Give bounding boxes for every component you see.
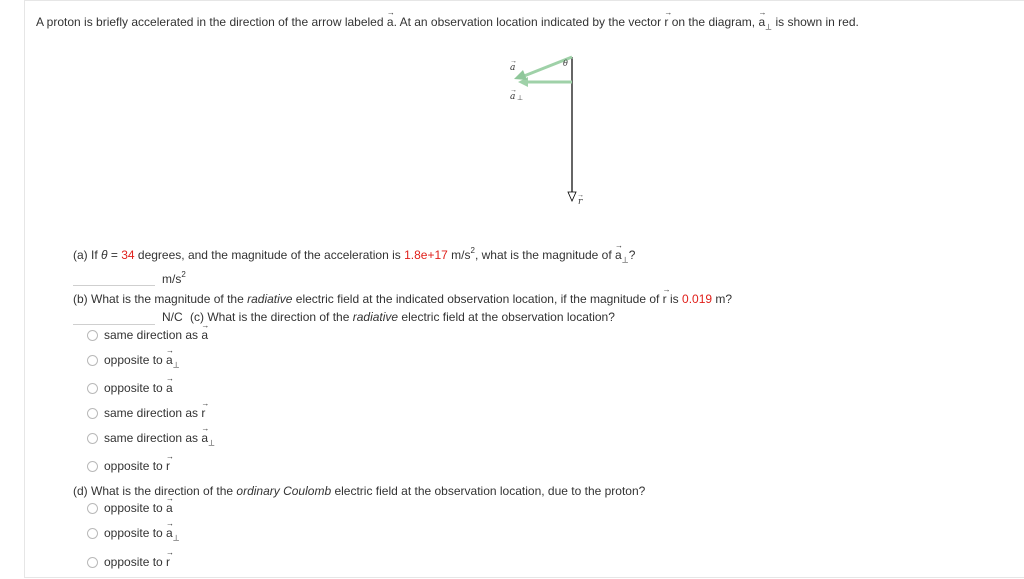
radio-button[interactable] (87, 408, 98, 419)
intro-text: A proton is briefly accelerated in the direction of the arrow labeled (36, 15, 387, 29)
label-r: r (578, 197, 583, 207)
radio-button[interactable] (87, 528, 98, 539)
part-b-answer-input[interactable] (73, 310, 155, 325)
radio-button[interactable] (87, 355, 98, 366)
acceleration-value: 1.8e+17 (404, 248, 448, 262)
label-theta: θ (563, 59, 568, 68)
part-a-answer-input[interactable] (73, 271, 155, 286)
radio-button[interactable] (87, 383, 98, 394)
vector-a-perp: → a (758, 15, 765, 29)
part-d-option-opposite-a[interactable]: opposite to → a (87, 500, 173, 516)
part-b-answer-unit: N/C (162, 310, 183, 324)
radio-button[interactable] (87, 461, 98, 472)
part-c-option-same-r[interactable]: same direction as → r (87, 405, 205, 421)
part-a-question: (a) If θ = 34 degrees, and the magnitude of the acceleration is 1.8e+17 $m/s^2$, what is the magnitude of → $a_\perp$? (73, 248, 635, 262)
part-c-option-opposite-r[interactable]: opposite to → r (87, 458, 170, 474)
part-c-option-opposite-a-perp[interactable]: opposite to → $a_\perp$ (87, 352, 180, 368)
label-a-arrow: → (510, 58, 517, 65)
part-c-option-opposite-a[interactable]: opposite to → a (87, 380, 173, 396)
radio-button[interactable] (87, 330, 98, 341)
label-perp-sign: ⊥ (517, 95, 524, 102)
label-a-perp: a (510, 92, 516, 102)
vector-r: → r (664, 15, 668, 29)
label-r-arrow: → (577, 192, 584, 199)
radio-button[interactable] (87, 557, 98, 568)
intro-text: on the diagram, (668, 15, 759, 29)
problem-intro: A proton is briefly accelerated in the direction of the arrow labeled → a. At an observation location indicated by the vector → r on the diagram, → $a_\perp$ is shown in red. (36, 15, 859, 29)
part-d-option-opposite-r[interactable]: opposite to → r (87, 554, 170, 570)
part-c-option-same-a-perp[interactable]: same direction as → $a_\perp$ (87, 430, 215, 446)
angle-value: 34 (121, 248, 135, 262)
part-a-answer-unit: $m/s^2$ (162, 270, 186, 286)
part-d-question: (d) What is the direction of the ordinary Coulomb electric field at the observation location, due to the proton? (73, 484, 646, 498)
r-arrowhead (568, 192, 576, 201)
radio-button[interactable] (87, 433, 98, 444)
part-c-option-same-a[interactable]: same direction as → a (87, 327, 208, 343)
part-b-question: (b) What is the magnitude of the radiative electric field at the indicated observation location, if the magnitude of → r is 0.019 m? (73, 292, 732, 306)
r-magnitude-value: 0.019 (682, 292, 713, 306)
vector-a: → a (387, 15, 394, 29)
part-d-option-opposite-a-perp[interactable]: opposite to → $a_\perp$ (87, 525, 180, 541)
part-c-question: (c) What is the direction of the radiative electric field at the observation location? (190, 310, 615, 324)
radio-button[interactable] (87, 503, 98, 514)
label-a-perp-arrow: → (510, 87, 517, 94)
vector-diagram (500, 52, 600, 212)
intro-text: . At an observation location indicated by the vector (393, 15, 665, 29)
label-a: a (510, 63, 516, 73)
intro-text: is shown in red. (772, 15, 859, 29)
